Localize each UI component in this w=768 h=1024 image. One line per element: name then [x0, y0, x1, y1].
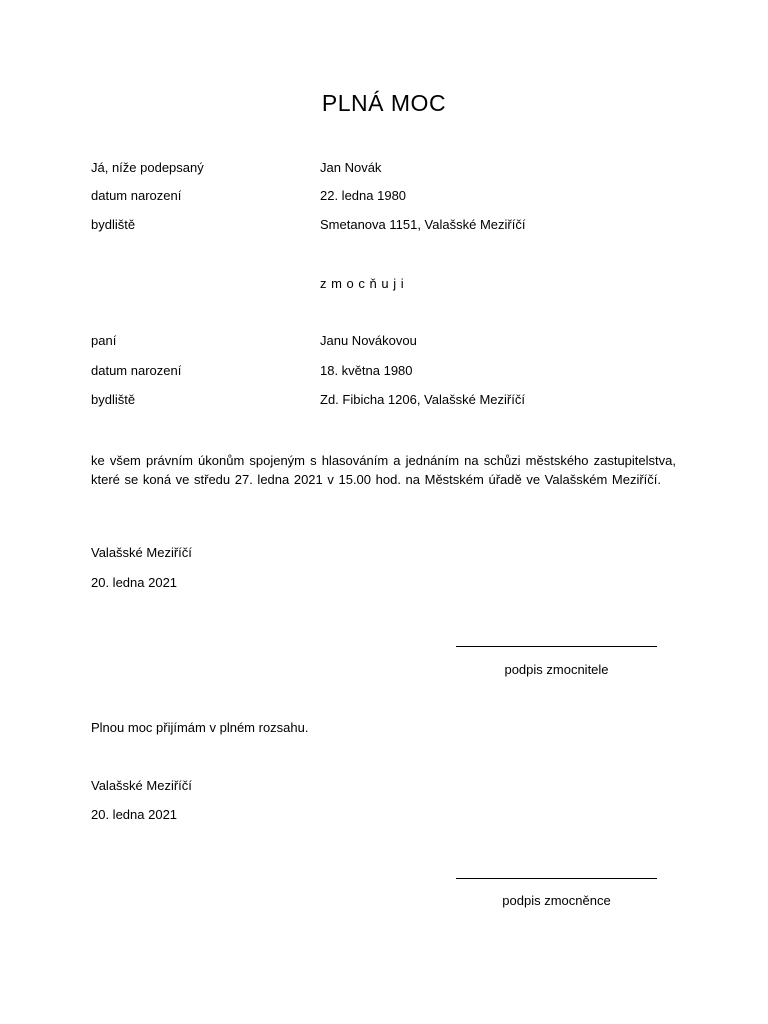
signature-caption-agent: podpis zmocněnce	[502, 893, 611, 908]
agent-name: Janu Novákovou	[320, 333, 417, 348]
acceptance-statement: Plnou moc přijímám v plném rozsahu.	[91, 720, 309, 735]
principal-birth-label: datum narození	[91, 188, 182, 203]
place-2: Valašské Meziříčí	[91, 778, 192, 793]
agent-birth-label: datum narození	[91, 363, 182, 378]
principal-name: Jan Novák	[320, 160, 382, 175]
date-2: 20. ledna 2021	[91, 807, 178, 822]
authorize-word: z m o c ň u j i	[320, 276, 405, 291]
agent-birth: 18. května 1980	[320, 363, 413, 378]
signature-line-principal	[456, 646, 657, 647]
principal-name-label: Já, níže podepsaný	[91, 160, 204, 175]
principal-birth: 22. ledna 1980	[320, 188, 407, 203]
scope-paragraph: ke všem právním úkonům spojeným s hlasováním a jednáním na schůzi městského zastupitelstva, které se koná ve středu 27. ledna 2021 v 15.00 hod. na Městském úřadě ve Valašském Meziříčí.	[91, 453, 676, 487]
place-1: Valašské Meziříčí	[91, 545, 192, 560]
agent-address: Zd. Fibicha 1206, Valašské Meziříčí	[320, 392, 525, 407]
date-1: 20. ledna 2021	[91, 575, 178, 590]
agent-name-label: paní	[91, 333, 117, 348]
agent-address-label: bydliště	[91, 392, 136, 407]
signature-line-agent	[456, 878, 657, 879]
principal-address: Smetanova 1151, Valašské Meziříčí	[320, 217, 526, 232]
document-title: PLNÁ MOC	[321, 90, 447, 116]
principal-address-label: bydliště	[91, 217, 136, 232]
signature-caption-principal: podpis zmocnitele	[504, 662, 609, 677]
